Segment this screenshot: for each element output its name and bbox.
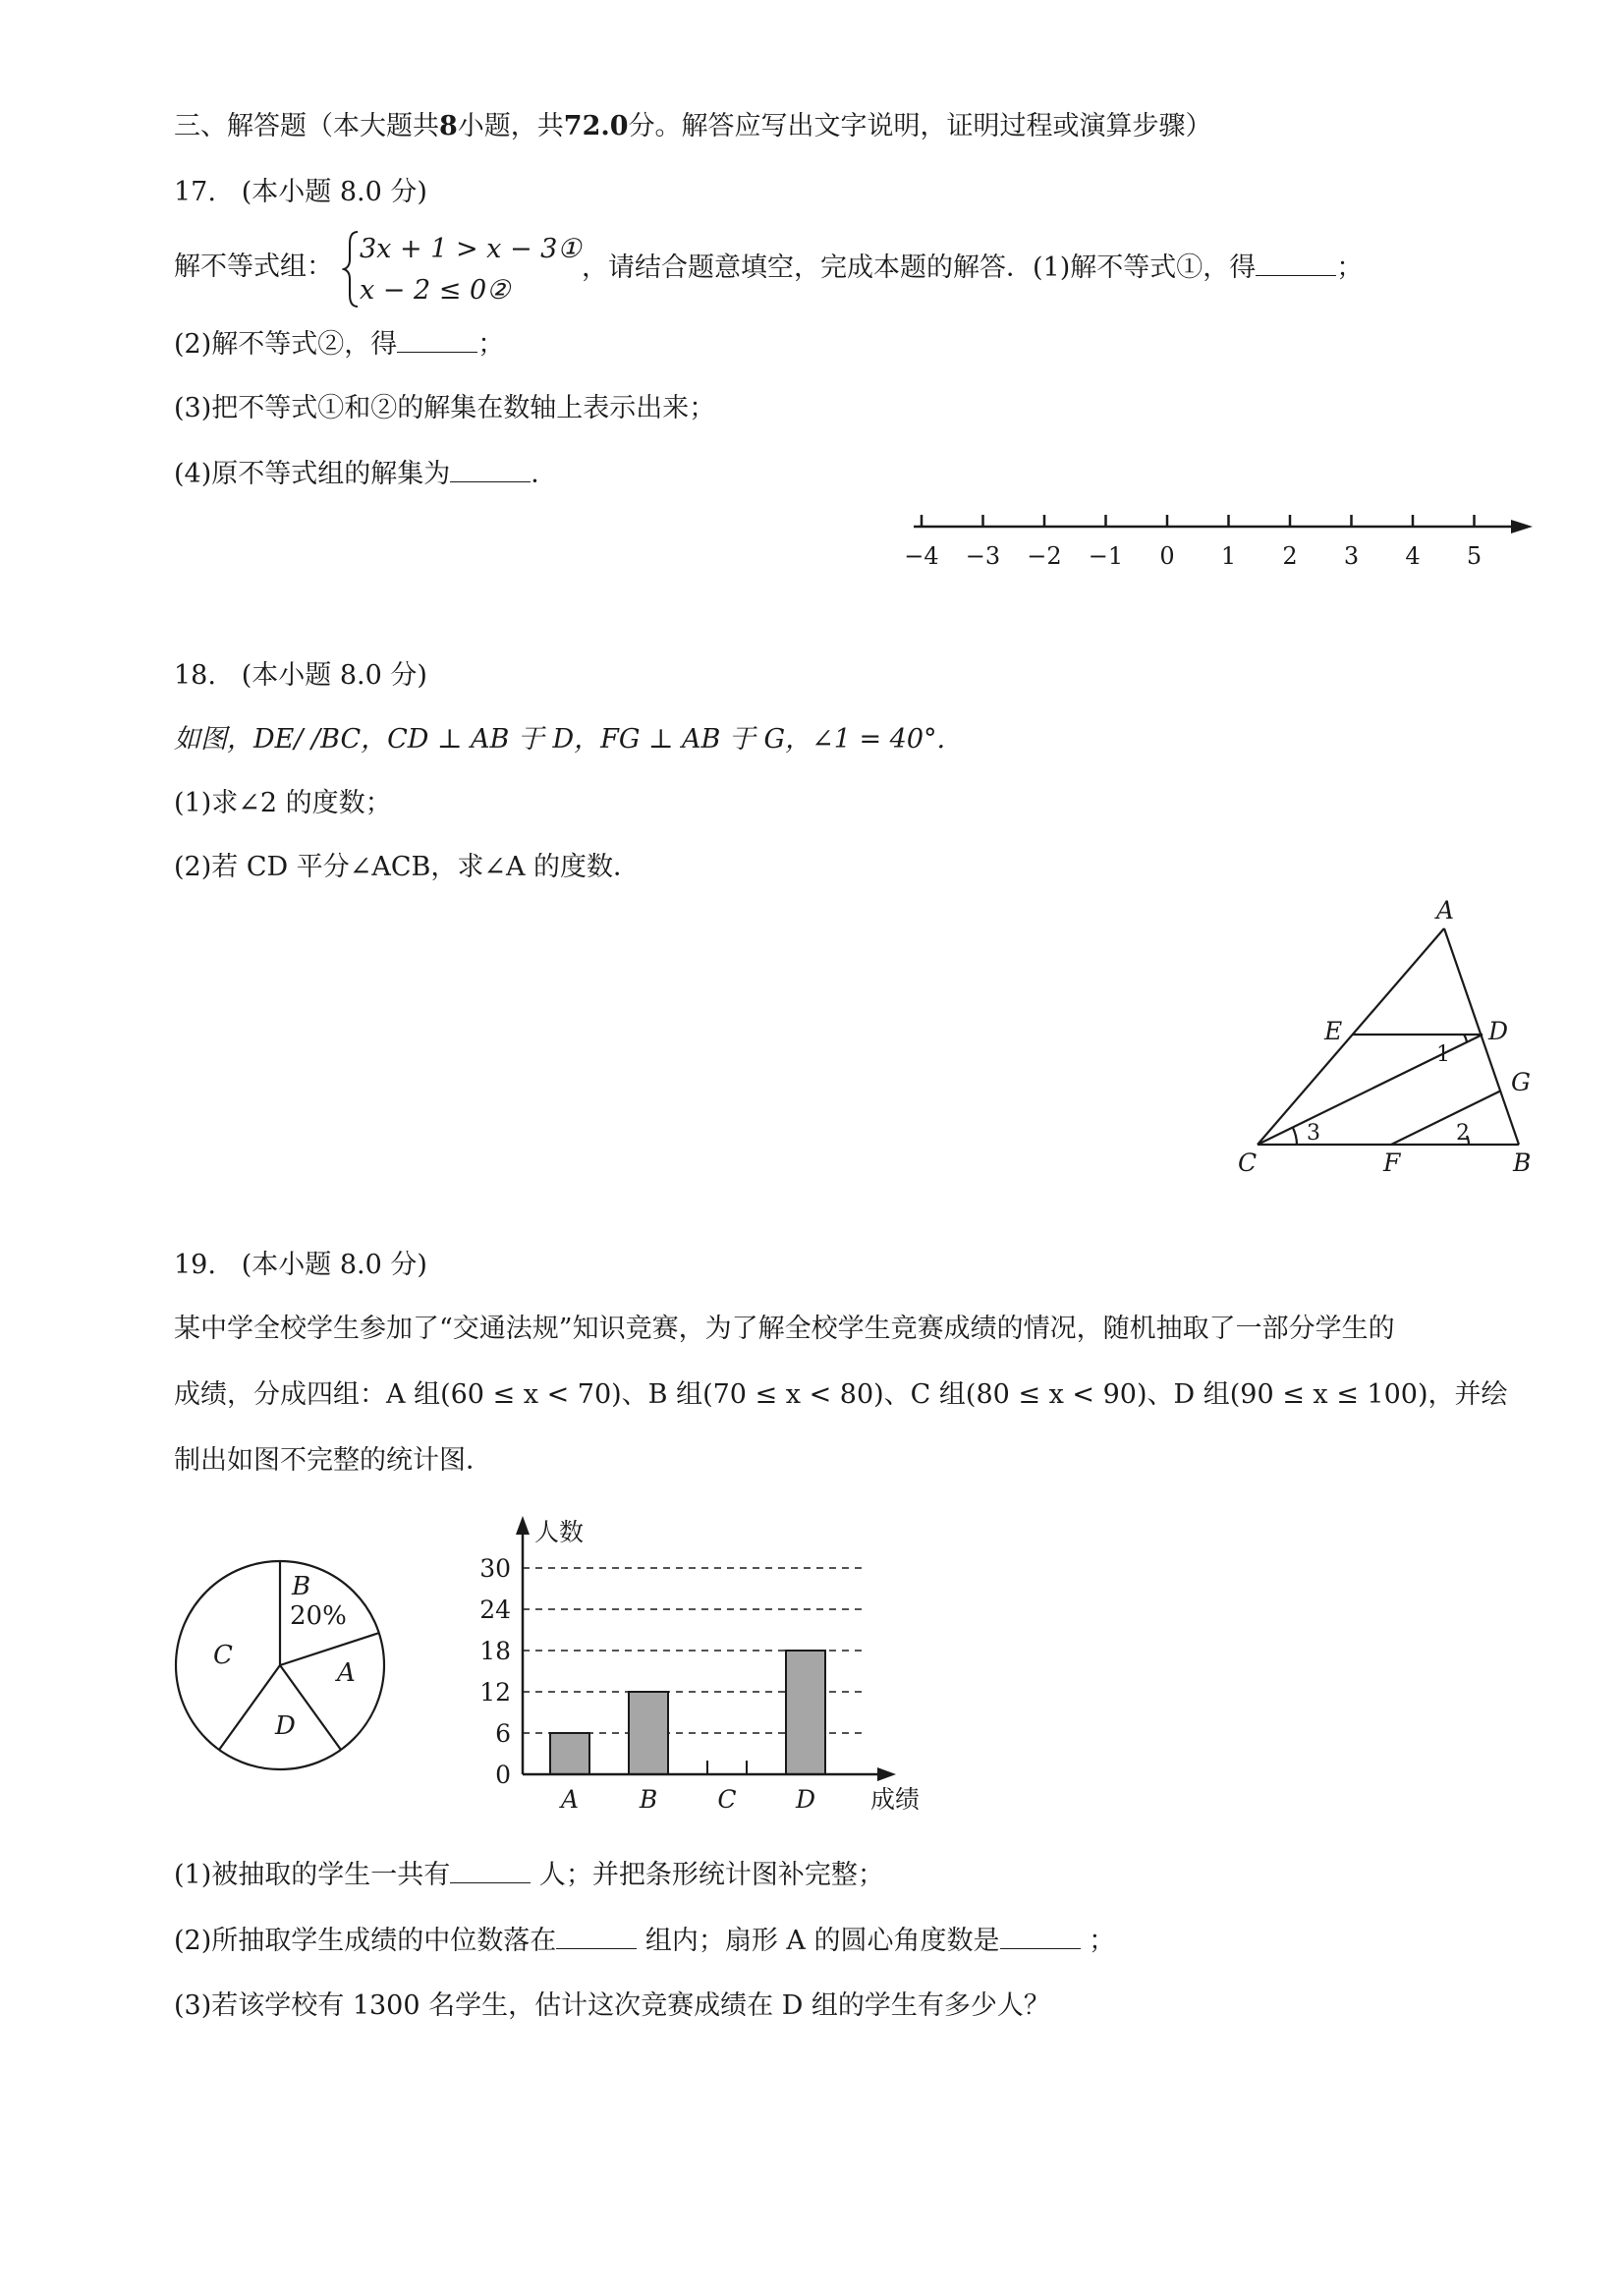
number-line-tick-label: 0 <box>1159 542 1175 570</box>
vertex-B: B <box>1513 1148 1532 1177</box>
q18-statement: 如图，DE/ /BC，CD ⊥ AB 于 D，FG ⊥ AB 于 G，∠1 = 40°. <box>174 724 946 755</box>
q17-ineq2: x − 2 ≤ 0② <box>360 275 511 306</box>
x-axis-label: 成绩 <box>870 1785 921 1814</box>
vertex-F: F <box>1383 1148 1401 1177</box>
bar-D <box>786 1651 825 1774</box>
number-line-tick-label: −2 <box>1027 542 1062 570</box>
q19-heading: 19. (本小题 8.0 分) <box>174 1250 427 1280</box>
bar-A <box>550 1733 589 1774</box>
y-axis-label: 人数 <box>534 1518 585 1546</box>
answer-blank-3[interactable] <box>450 454 531 482</box>
pie-label-B-pct: 20% <box>290 1601 347 1631</box>
pie-label-D: D <box>275 1711 296 1741</box>
section-header: 三、解答题（本大题共8小题，共72.0分。解答应写出文字说明，证明过程或演算步骤） <box>174 111 1212 141</box>
q19-part2: (2)所抽取学生成绩的中位数落在 组内；扇形 A 的圆心角度数是 ； <box>174 1921 1115 1961</box>
y-tick-label: 6 <box>495 1719 511 1748</box>
q18-part1: (1)求∠2 的度数； <box>174 788 392 818</box>
system-brace <box>342 230 362 308</box>
angle-1-label: 1 <box>1436 1042 1450 1067</box>
pie-label-A: A <box>337 1658 356 1688</box>
answer-blank-2[interactable] <box>397 324 477 353</box>
q17-part3: (3)把不等式①和②的解集在数轴上表示出来； <box>174 393 716 423</box>
pie-chart <box>172 1557 398 1783</box>
q17-lead: 解不等式组： <box>174 252 333 282</box>
vertex-D: D <box>1488 1017 1509 1045</box>
pie-label-C: C <box>213 1641 233 1670</box>
x-tick-label: C <box>717 1785 737 1814</box>
angle-2-label: 2 <box>1456 1121 1470 1146</box>
answer-blank-6[interactable] <box>1000 1921 1081 1949</box>
q17-part2: (2)解不等式②，得 ； <box>174 324 504 364</box>
x-tick-label: D <box>795 1785 816 1814</box>
answer-blank-4[interactable] <box>450 1855 531 1883</box>
vertex-G: G <box>1511 1068 1531 1096</box>
bar-chart <box>462 1513 953 1827</box>
q19-line3: 制出如图不完整的统计图． <box>174 1445 492 1476</box>
x-tick-label: B <box>639 1785 658 1814</box>
q17-part4: (4)原不等式组的解集为 ． <box>174 454 557 494</box>
y-tick-label: 30 <box>479 1554 511 1583</box>
number-line-tick-label: 5 <box>1466 542 1483 570</box>
q17-heading: 17. (本小题 8.0 分) <box>174 177 427 207</box>
number-line <box>904 503 1542 582</box>
q18-heading: 18. (本小题 8.0 分) <box>174 660 427 691</box>
number-line-tick-label: 1 <box>1220 542 1237 570</box>
number-line-tick-label: 4 <box>1405 542 1421 570</box>
number-line-tick-label: 3 <box>1343 542 1360 570</box>
bar-B <box>629 1692 668 1774</box>
answer-blank-5[interactable] <box>556 1921 637 1949</box>
q19-line2: 成绩，分成四组：A 组(60 ≤ x < 70)、B 组(70 ≤ x < 80)、C 组(80 ≤ x < 90)、D 组(90 ≤ x ≤ 100)，并绘 <box>174 1379 1508 1410</box>
number-line-tick-label: 2 <box>1282 542 1298 570</box>
vertex-A: A <box>1436 896 1455 924</box>
triangle-figure <box>1228 894 1552 1179</box>
number-line-tick-label: −3 <box>965 542 1001 570</box>
y-tick-label: 12 <box>479 1678 511 1707</box>
q19-line1: 某中学全校学生参加了“交通法规”知识竞赛，为了解全校学生竞赛成绩的情况，随机抽取了一部分学生的 <box>174 1314 1395 1344</box>
pie-label-B: B <box>292 1572 311 1601</box>
number-line-tick-label: −1 <box>1088 542 1124 570</box>
number-line-tick-label: −4 <box>904 542 939 570</box>
vertex-E: E <box>1324 1017 1343 1045</box>
q19-part1: (1)被抽取的学生一共有 人；并把条形统计图补完整； <box>174 1855 884 1895</box>
q18-part2: (2)若 CD 平分∠ACB，求∠A 的度数． <box>174 852 641 882</box>
y-tick-label: 18 <box>479 1637 511 1665</box>
vertex-C: C <box>1238 1148 1258 1177</box>
y-tick-label: 0 <box>495 1761 511 1789</box>
answer-blank-1[interactable] <box>1256 248 1336 276</box>
q19-part3: (3)若该学校有 1300 名学生，估计这次竞赛成绩在 D 组的学生有多少人？ <box>174 1990 1050 2021</box>
q17-ineq1: 3x + 1 > x − 3① <box>360 234 582 264</box>
q17-part1: ，请结合题意填空，完成本题的解答．(1)解不等式①，得 ； <box>582 248 1363 288</box>
x-tick-label: A <box>560 1785 580 1814</box>
y-tick-label: 24 <box>479 1596 511 1624</box>
angle-3-label: 3 <box>1307 1121 1320 1146</box>
